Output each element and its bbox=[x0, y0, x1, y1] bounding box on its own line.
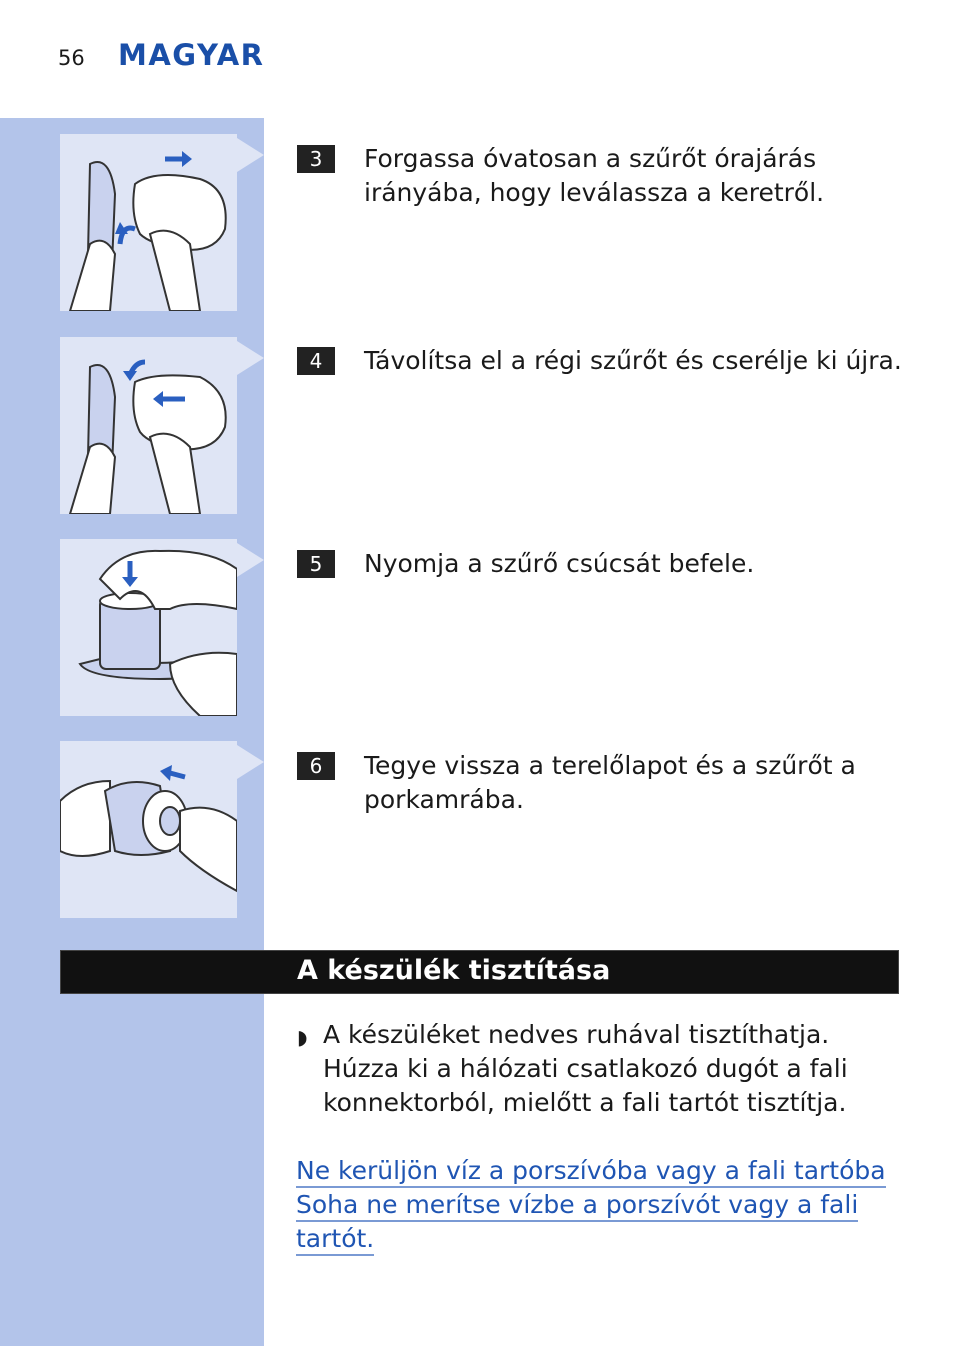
filter-insert-icon bbox=[60, 741, 237, 918]
step-text-4: Távolítsa el a régi szűrőt és cserélje ki újra. bbox=[364, 346, 902, 375]
language-title: MAGYAR bbox=[118, 38, 265, 72]
step-text-3: Forgassa óvatosan a szűrőt órajárás irányába, hogy leválassza a keretről. bbox=[364, 144, 825, 207]
warning-line-3: tartót. bbox=[296, 1223, 374, 1256]
bullet-icon: ◗ bbox=[297, 1025, 308, 1049]
filter-replace-icon bbox=[60, 337, 237, 514]
page-number: 56 bbox=[58, 46, 85, 70]
pointer-step-4 bbox=[237, 341, 264, 375]
section-title: A készülék tisztítása bbox=[297, 955, 611, 986]
illustration-step-6 bbox=[60, 741, 237, 918]
warning-block bbox=[296, 1154, 896, 1256]
step-text-5: Nyomja a szűrő csúcsát befele. bbox=[364, 549, 755, 578]
pointer-step-5 bbox=[237, 543, 264, 577]
pointer-step-3 bbox=[237, 138, 264, 172]
section-header bbox=[60, 950, 899, 994]
step-number-3: 3 bbox=[297, 145, 335, 173]
filter-rotate-icon bbox=[60, 134, 237, 311]
warning-line-1: Ne kerüljön víz a porszívóba vagy a fali tartóba bbox=[296, 1155, 886, 1188]
filter-push-icon bbox=[60, 539, 237, 716]
step-text-6: Tegye vissza a terelőlapot és a szűrőt a porkamrába. bbox=[364, 751, 856, 814]
step-number-6: 6 bbox=[297, 752, 335, 780]
pointer-step-6 bbox=[237, 745, 264, 779]
illustration-step-3 bbox=[60, 134, 237, 311]
bullet-text: A készüléket nedves ruhával tisztíthatja. Húzza ki a hálózati csatlakozó dugót a fali konnektorból, mielőtt a fali tartót tisztítja. bbox=[323, 1020, 848, 1117]
step-number-5: 5 bbox=[297, 550, 335, 578]
illustration-step-5 bbox=[60, 539, 237, 716]
step-number-4: 4 bbox=[297, 347, 335, 375]
warning-line-2: Soha ne merítse vízbe a porszívót vagy a fali bbox=[296, 1189, 858, 1222]
illustration-step-4 bbox=[60, 337, 237, 514]
